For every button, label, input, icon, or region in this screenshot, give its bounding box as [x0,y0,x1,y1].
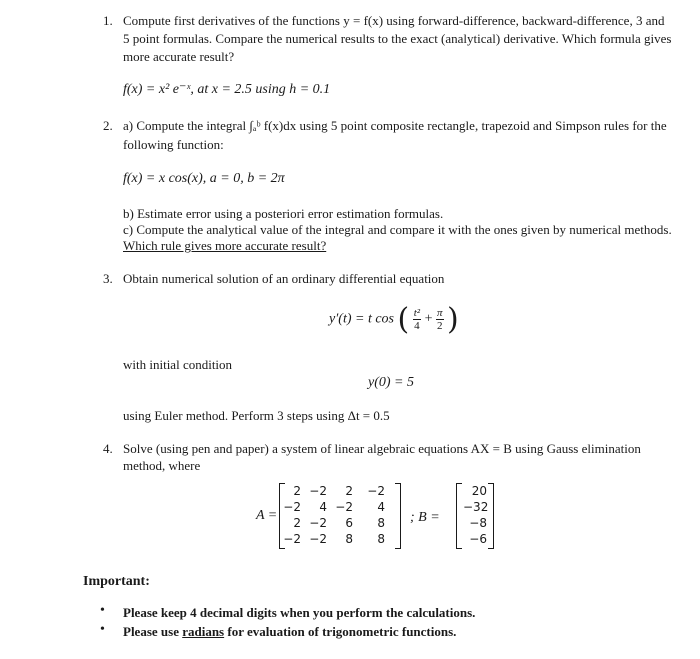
vector-b-right-bracket [488,483,494,549]
q3-ode [329,302,459,337]
matrix-a-cell: −2 [309,516,327,530]
matrix-a-cell: 4 [319,500,327,514]
matrix-a-cell: 4 [377,500,385,514]
q3-initial-label: with initial condition [123,357,233,372]
right-paren: ) [447,302,459,337]
q1-text-line2: 5 point formulas. Compare the numerical results to the exact (analytical) derivative. Which formula gives [123,31,672,46]
matrix-a-cell: −2 [309,532,327,546]
bullet-icon: • [100,603,105,618]
vector-b-cell: −8 [469,516,487,530]
matrix-a-cell: −2 [367,484,385,498]
q4-number: 4. [103,441,113,456]
matrix-a-cell: 2 [293,484,301,498]
matrix-a-cell: −2 [283,532,301,546]
q3-text-line1: Obtain numerical solution of an ordinary differential equation [123,271,445,286]
q1-formula: f(x) = x² e⁻ˣ, at x = 2.5 using h = 0.1 [123,82,331,97]
frac2-numerator: π [436,307,443,319]
vector-b-cell: −6 [469,532,487,546]
q3-number: 3. [103,271,113,286]
q3-ode-lhs: y′(t) = t cos [329,311,394,327]
matrix-a-cell: −2 [309,484,327,498]
q3-initial-value: y(0) = 5 [368,375,414,390]
q2-part-c: c) Compute the analytical value of the integral and compare it with the ones given by numerical methods. [123,222,672,237]
matrix-a-right-bracket [395,483,401,549]
ode-plus: + [424,311,433,327]
vector-b-left-bracket [456,483,462,549]
important-bullet-1: Please keep 4 decimal digits when you perform the calculations. [123,605,476,620]
q1-text-line3: more accurate result? [123,49,235,64]
matrix-a-cell: −2 [335,500,353,514]
matrix-a-cell: 2 [293,516,301,530]
matrix-b-label: ; B = [410,510,440,525]
left-paren: ( [397,302,410,337]
q1-number: 1. [103,13,113,28]
bullet-icon: • [100,622,105,637]
matrix-a-cell: 2 [345,484,353,498]
q2-formula: f(x) = x cos(x), a = 0, b = 2π [123,171,285,186]
important-bullet-2 [123,624,456,640]
vector-b-cell: −32 [463,500,489,514]
q4-text-line2: method, where [123,458,201,473]
matrix-a-cell: −2 [283,500,301,514]
frac2-denominator: 2 [436,320,443,332]
q4-text-line1: Solve (using pen and paper) a system of linear algebraic equations AX = B using Gauss elimination [123,441,641,456]
important-heading: Important: [83,574,150,589]
vector-b-cell: 20 [471,484,487,498]
q2-text-line2: following function: [123,137,224,152]
q2-number: 2. [103,118,113,133]
matrix-a-cell: 8 [377,516,385,530]
q2-part-c-question: Which rule gives more accurate result? [123,238,327,253]
matrix-a [279,483,401,549]
matrix-a-cell: 6 [345,516,353,530]
frac1-numerator: t² [413,307,421,319]
matrix-a-cell: 8 [377,532,385,546]
bullet-2-post: for evaluation of trigonometric functions. [224,624,457,639]
bullet-2-pre: Please use [123,624,183,639]
q3-euler-line: using Euler method. Perform 3 steps using Δt = 0.5 [123,408,390,423]
matrix-a-label: A = [256,508,278,523]
frac1-denominator: 4 [414,320,420,332]
vector-b [456,483,494,549]
q2-text-line1: a) Compute the integral ∫ₐᵇ f(x)dx using 5 point composite rectangle, trapezoid and Simpson rules for the [123,118,667,133]
bullet-2-radians: radians [182,624,225,639]
matrix-a-cell: 8 [345,532,353,546]
ode-fraction-1 [413,307,421,332]
q1-text-line1: Compute first derivatives of the functions y = f(x) using forward-difference, backward-difference, 3 and [123,13,665,28]
q2-part-b: b) Estimate error using a posteriori error estimation formulas. [123,206,444,221]
ode-fraction-2 [436,307,444,332]
